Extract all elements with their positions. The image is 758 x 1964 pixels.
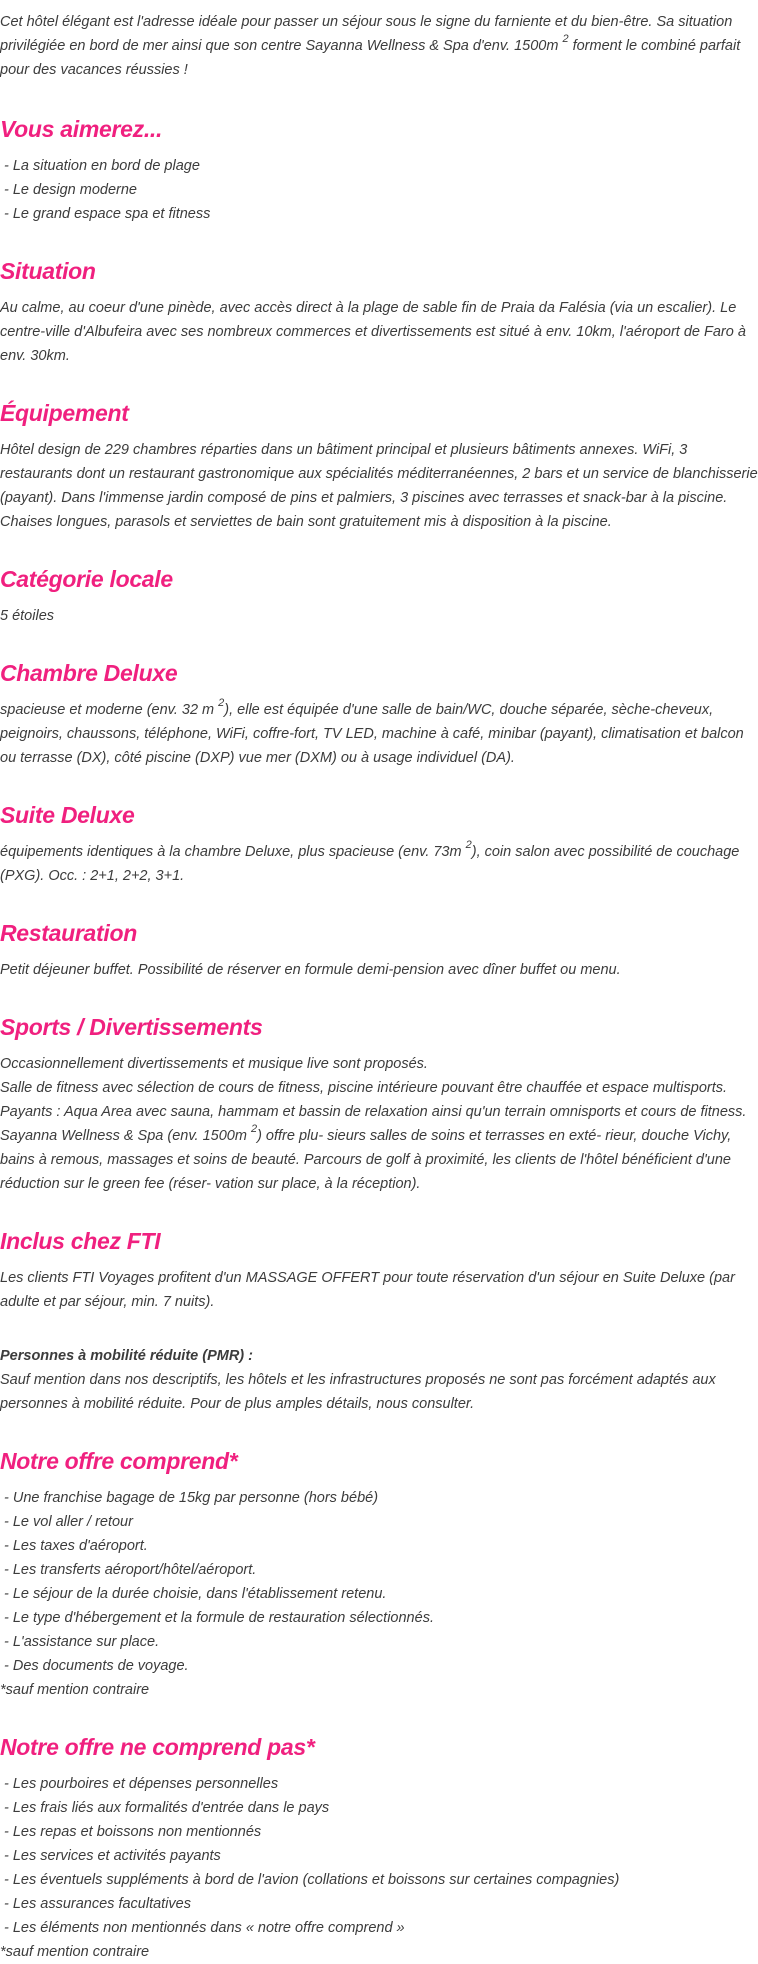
intro-text: Cet hôtel élégant est l'adresse idéale pour passer un séjour sous le signe du farniente et du bien-être. Sa situation privilégiée en bord de mer ainsi que son centre Sayanna Wellness & Spa d'env. 1500m [0, 14, 733, 54]
intro-paragraph [0, 10, 758, 82]
section-title: Sports / Divertissements [0, 1014, 263, 1040]
list-item: - L'assistance sur place. [0, 1630, 758, 1654]
superscript: 2 [218, 697, 225, 710]
section-restauration [0, 918, 758, 982]
section-suite-deluxe [0, 800, 758, 888]
list-item: - Le séjour de la durée choisie, dans l'établissement retenu. [0, 1582, 758, 1606]
section-text: Hôtel design de 229 chambres réparties dans un bâtiment principal et plusieurs bâtiments annexes. WiFi, 3 restaurants dont un restaurant gastronomique aux spécialités méditerranéennes, 2 bars et un service de blanchisserie (payant). Dans l'immense jardin composé de pins et palmiers, 3 piscines avec terrasses et snack-bar à la piscine. Chaises longues, parasols et serviettes de bain sont gratuitement mis à disposition à la piscine. [0, 442, 758, 530]
highlights-list [0, 154, 758, 226]
section-line: Occasionnellement divertissements et musique live sont proposés. [0, 1056, 428, 1072]
list-item: - Les pourboires et dépenses personnelles [0, 1772, 758, 1796]
section-title: Vous aimerez... [0, 116, 163, 142]
section-text: Les clients FTI Voyages profitent d'un MASSAGE OFFERT pour toute réservation d'un séjour en Suite Deluxe (par adulte et par séjour, min. 7 nuits). [0, 1270, 735, 1310]
list-item: - Les taxes d'aéroport. [0, 1534, 758, 1558]
section-equipement [0, 398, 758, 534]
section-text: équipements identiques à la chambre Deluxe, plus spacieuse (env. 73m $^2$), coin salon avec possibilité de couchage (PXG). Occ. : 2+1, 2+2, 3+1. [0, 839, 740, 884]
list-item: - Les frais liés aux formalités d'entrée dans le pays [0, 1796, 758, 1820]
list-item: - Le grand espace spa et fitness [0, 202, 758, 226]
list-item: - Les éventuels suppléments à bord de l'avion (collations et boissons sur certaines compagnies) [0, 1868, 758, 1892]
section-offre-ne-comprend [0, 1732, 758, 1964]
list-item: - Les repas et boissons non mentionnés [0, 1820, 758, 1844]
section-categorie [0, 564, 758, 628]
section-title: Restauration [0, 920, 137, 946]
list-item: - Une franchise bagage de 15kg par personne (hors bébé) [0, 1486, 758, 1510]
list-item: - La situation en bord de plage [0, 154, 758, 178]
section-vous-aimerez [0, 114, 758, 226]
section-inclus-fti [0, 1226, 758, 1416]
section-title: Catégorie locale [0, 566, 173, 592]
section-title: Notre offre ne comprend pas* [0, 1734, 315, 1760]
section-line: Sayanna Wellness & Spa (env. 1500m $^2$) offre plu- sieurs salles de soins et terrasses en exté- rieur, douche Vichy, bains à remous, massages et soins de beauté. Parcours de golf à proximité, les clients de l'hôtel bénéficient d'une réduction sur le green fee (réser- vation sur place, à la réception). [0, 1123, 732, 1192]
list-item: - Des documents de voyage. [0, 1654, 758, 1678]
list-item: - Le vol aller / retour [0, 1510, 758, 1534]
section-title: Situation [0, 258, 96, 284]
list-item: - Le type d'hébergement et la formule de restauration sélectionnés. [0, 1606, 758, 1630]
list-item: - Les transferts aéroport/hôtel/aéroport. [0, 1558, 758, 1582]
list-item: - Les services et activités payants [0, 1844, 758, 1868]
footnote: *sauf mention contraire [0, 1682, 150, 1698]
section-title: Équipement [0, 400, 129, 426]
section-sports [0, 1012, 758, 1196]
section-text: 5 étoiles [0, 608, 55, 624]
list-item: - Les éléments non mentionnés dans « notre offre comprend » [0, 1916, 758, 1940]
superscript: 2 [465, 839, 472, 852]
excluded-list [0, 1772, 758, 1940]
section-line: Salle de fitness avec sélection de cours de fitness, piscine intérieure pouvant être chauffée et espace multisports. [0, 1080, 728, 1096]
section-title: Notre offre comprend* [0, 1448, 238, 1474]
footnote: *sauf mention contraire [0, 1944, 150, 1960]
list-item: - Les assurances facultatives [0, 1892, 758, 1916]
pmr-text: Sauf mention dans nos descriptifs, les hôtels et les infrastructures proposés ne sont pas forcément adaptés aux personnes à mobilité réduite. Pour de plus amples détails, nous consulter. [0, 1372, 716, 1412]
section-title: Inclus chez FTI [0, 1228, 161, 1254]
section-chambre-deluxe [0, 658, 758, 770]
intro-text-end: forment le combiné parfait pour des vacances réussies ! [0, 38, 741, 78]
section-text: Petit déjeuner buffet. Possibilité de réserver en formule demi-pension avec dîner buffet ou menu. [0, 962, 621, 978]
section-offre-comprend [0, 1446, 758, 1702]
section-line: Payants : Aqua Area avec sauna, hammam et bassin de relaxation ainsi qu'un terrain omnisports et cours de fitness. [0, 1104, 747, 1120]
superscript: 2 [250, 1123, 258, 1136]
superscript: 2 [562, 33, 569, 46]
section-situation [0, 256, 758, 368]
list-item: - Le design moderne [0, 178, 758, 202]
section-text: Au calme, au coeur d'une pinède, avec accès direct à la plage de sable fin de Praia da Falésia (via un escalier). Le centre-ville d'Albufeira avec ses nombreux commerces et divertissements est situé à env. 10km, l'aéroport de Faro à env. 30km. [0, 300, 746, 364]
pmr-title: Personnes à mobilité réduite (PMR) : [0, 1348, 253, 1364]
section-title: Suite Deluxe [0, 802, 135, 828]
section-text: spacieuse et moderne (env. 32 m $^2$), elle est équipée d'une salle de bain/WC, douche séparée, sèche-cheveux, peignoirs, chaussons, téléphone, WiFi, coffre-fort, TV LED, machine à café, minibar (payant), climatisation et balcon ou terrasse (DX), côté piscine (DXP) vue mer (DXM) ou à usage individuel (DA). [0, 697, 744, 766]
included-list [0, 1486, 758, 1678]
section-title: Chambre Deluxe [0, 660, 178, 686]
